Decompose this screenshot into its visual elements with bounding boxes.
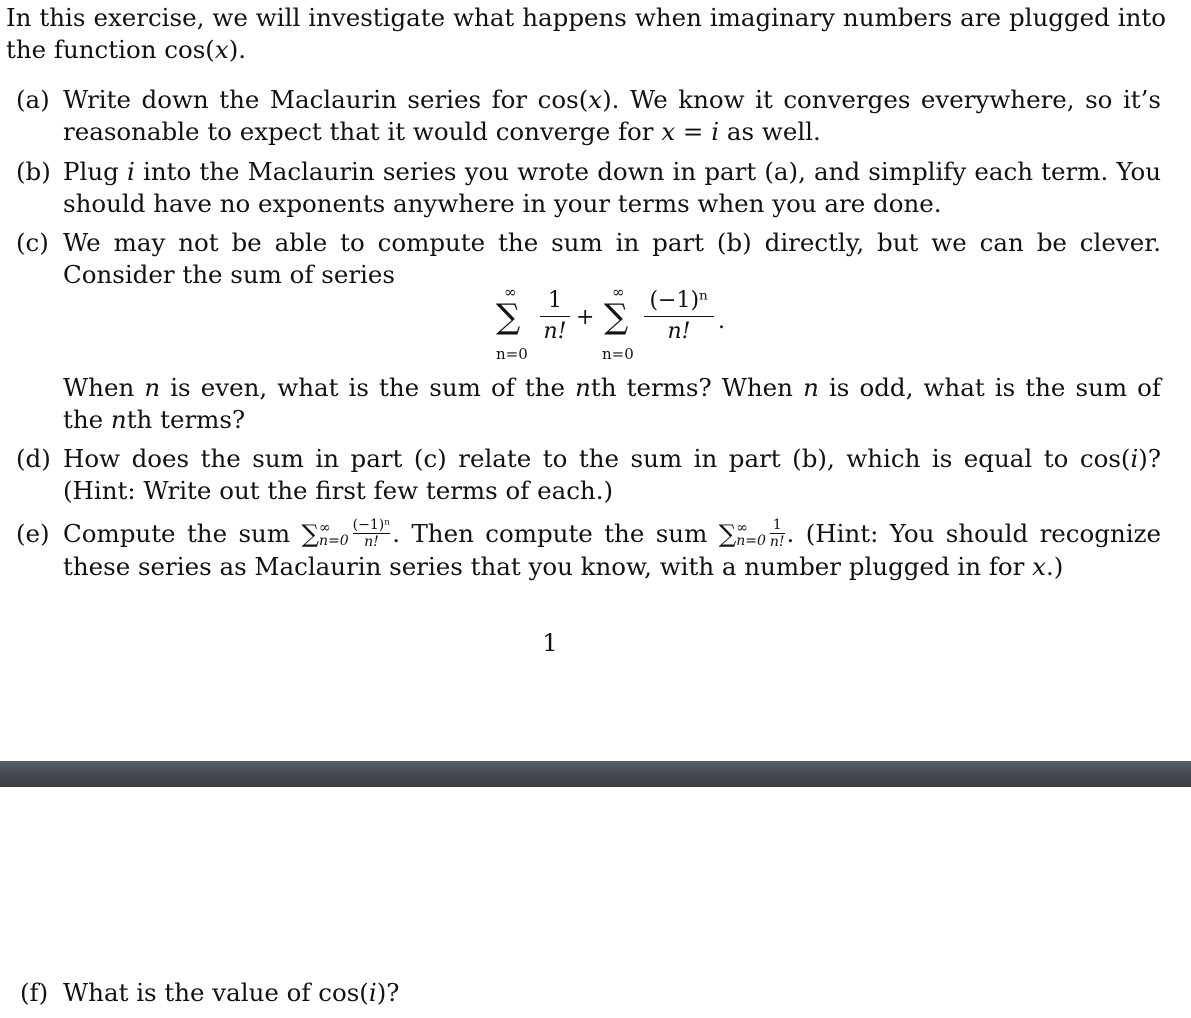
exercise-part-e xyxy=(16,518,1161,583)
text: )? (Hint: Write out the first few terms of each.) xyxy=(63,444,1161,505)
text: Compute the sum xyxy=(63,519,302,548)
text: Plug xyxy=(63,157,127,186)
var-i: i xyxy=(368,978,377,1007)
inline-sigma: ∑ xyxy=(301,519,319,548)
var-x: x xyxy=(1032,552,1046,581)
formula-period: . xyxy=(718,309,725,334)
var-x: x xyxy=(661,117,676,146)
part-label: (f) xyxy=(20,978,49,1007)
exercise-part-d xyxy=(16,443,1161,507)
page-divider xyxy=(0,761,1191,787)
text: is odd, what is the sum of the xyxy=(63,373,1161,434)
part-body xyxy=(63,372,1161,436)
text: What is the value of cos( xyxy=(63,978,369,1007)
text: into the Maclaurin series you wrote down in part (a), and simplify each term. You should have no exponents anywhere in your terms when you are done. xyxy=(63,157,1161,218)
inline-limits xyxy=(736,519,766,549)
inline-fraction-one xyxy=(770,518,785,549)
intro-paragraph xyxy=(6,2,1166,66)
part-body xyxy=(63,443,1161,507)
fraction-alt-over-nfact xyxy=(644,288,714,345)
document-page-2 xyxy=(0,787,1191,1018)
denominator: n! xyxy=(667,319,691,344)
part-label: (c) xyxy=(16,228,49,257)
sum1-lower-limit: n=0 xyxy=(496,345,528,363)
exercise-part-c xyxy=(16,227,1161,291)
text: th terms? xyxy=(126,405,246,434)
sum2-sigma: ∑ xyxy=(604,297,629,337)
numerator: 1 xyxy=(772,517,782,533)
var-i: i xyxy=(1130,444,1139,473)
var-x: x xyxy=(588,85,603,114)
sum2-lower-limit: n=0 xyxy=(602,345,634,363)
text: We may not be able to compute the sum in part (b) directly, but we can be clever. Consider the sum of series xyxy=(63,228,1161,289)
text: is even, what is the sum of the xyxy=(160,373,576,402)
text: When xyxy=(63,373,145,402)
denominator: n! xyxy=(543,319,567,344)
fraction-one-over-nfact xyxy=(540,288,570,345)
part-body xyxy=(63,156,1161,220)
var-n: n xyxy=(110,405,127,434)
numerator: (−1)ⁿ xyxy=(352,517,391,533)
intro-text: In this exercise, we will investigate what happens when imaginary numbers are plugged into the function xyxy=(6,3,1166,64)
inline-fraction-alt xyxy=(353,518,391,549)
text: .) xyxy=(1045,552,1064,581)
var-n: n xyxy=(144,373,161,402)
inline-sigma: ∑ xyxy=(718,519,737,548)
page-number: 1 xyxy=(542,628,558,657)
part-label: (a) xyxy=(16,85,50,114)
var-i: i xyxy=(126,157,135,186)
part-label: (b) xyxy=(16,157,51,186)
intro-func: cos( xyxy=(164,35,215,64)
var-n: n xyxy=(803,373,819,402)
text: )? xyxy=(376,978,400,1007)
inline-limits xyxy=(318,519,349,549)
lower-limit: n=0 xyxy=(318,532,349,549)
upper-limit: ∞ xyxy=(318,519,331,536)
exercise-part-a xyxy=(16,84,1161,148)
intro-var: x xyxy=(214,35,229,64)
exercise-part-c-question xyxy=(16,372,1161,436)
text: ). We know it converges everywhere, so it’s reasonable to expect that it would converge for xyxy=(63,85,1162,146)
var-i: i xyxy=(711,117,720,146)
lower-limit: n=0 xyxy=(736,532,766,549)
part-body xyxy=(63,227,1161,291)
part-body xyxy=(63,977,1165,1009)
denominator: n! xyxy=(769,534,785,550)
text: as well. xyxy=(719,117,821,146)
part-body xyxy=(63,84,1161,148)
fraction-bar xyxy=(644,316,714,317)
text: . (Hint: You should recognize these series as Maclaurin series that you know, with a number plugged in for xyxy=(63,519,1161,581)
intro-close: ). xyxy=(228,35,247,64)
text: th terms? When xyxy=(590,373,804,402)
numerator: (−1)ⁿ xyxy=(649,288,709,313)
inline-sum-one xyxy=(719,518,766,550)
exercise-part-b xyxy=(16,156,1161,220)
fraction-bar xyxy=(540,316,570,317)
exercise-part-f xyxy=(20,977,1165,1009)
display-formula xyxy=(496,284,736,366)
part-label: (e) xyxy=(16,519,50,548)
text: How does the sum in part (c) relate to the sum in part (b), which is equal to cos( xyxy=(63,444,1131,473)
sum1-upper-limit: ∞ xyxy=(504,283,517,301)
var-n: n xyxy=(575,373,591,402)
inline-sum-alt xyxy=(301,518,348,550)
sum2-upper-limit: ∞ xyxy=(612,283,625,301)
text: . Then compute the sum xyxy=(392,519,719,548)
sum1-sigma: ∑ xyxy=(496,297,521,337)
upper-limit: ∞ xyxy=(736,519,748,536)
numerator: 1 xyxy=(548,288,562,313)
plus-sign: + xyxy=(576,305,595,330)
part-body xyxy=(63,518,1161,583)
text: Write down the Maclaurin series for cos( xyxy=(63,85,589,114)
part-label: (d) xyxy=(16,444,51,473)
denominator: n! xyxy=(364,534,379,550)
equals: = xyxy=(675,117,712,146)
